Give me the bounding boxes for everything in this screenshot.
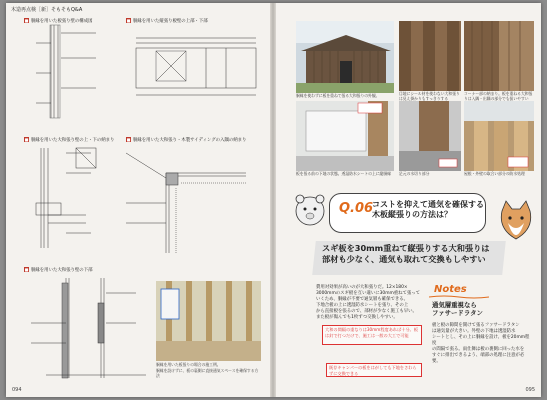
notes-heading-line-2: ファサードラタン (432, 309, 483, 317)
book-spread (6, 3, 541, 397)
notes-label: Notes (434, 284, 467, 295)
section-4-marker: ■ (126, 137, 131, 142)
notes-line: は通気量が大きい。外壁の下地は透湿防水 (432, 329, 516, 334)
body-text (316, 285, 426, 321)
footing-photo (399, 101, 461, 171)
annotation-box-1: 大和の間隔の重なりは30mm程度あれば十分。板は釘で打つだけで、施工は一般の大工で可能 (322, 325, 422, 345)
board-closeup-photo (399, 21, 461, 91)
annotation-box-2: 既存キャンパーの板をはがしても下地をさわらずに交換できる (326, 363, 422, 377)
body-line: 3000mmのスギ板を互い違いに30mm重ねて張って (316, 291, 421, 296)
answer-text (322, 243, 489, 265)
junction-photo (464, 101, 534, 171)
section-5-marker: ■ (24, 267, 29, 272)
notes-line: シートとし、その上に胴縁を設け、板を20mm程度 (432, 335, 530, 346)
section-1-marker: ■ (24, 18, 29, 23)
notes-body (432, 323, 532, 365)
junction-photo-caption: 屋根・外壁の取合い部分の防水処理 (464, 171, 525, 176)
siding-construction-photo (156, 281, 261, 361)
notes-line: 板と板の隙間を開けて張るファサードラタン (432, 323, 520, 328)
section-5-title: 胴縁を用いた大和張り壁の下部 (31, 268, 93, 273)
running-header: 木造再点検［新］そもそもQ&A (11, 7, 83, 13)
question-line-1: コストを抑えて通気を確保する (372, 200, 484, 209)
notes-underline (429, 295, 489, 299)
section-3-heading (24, 137, 114, 143)
footing-photo-caption: 足元の水切り部分 (399, 171, 430, 176)
house-exterior-photo (296, 21, 394, 93)
right-page (274, 3, 541, 397)
section-2-title: 胴縁を用いた縦張り板壁の上部・下部 (133, 19, 208, 24)
photo-caption-left-2: 胴縁を設けずに、板の裏側に直接通気スペースを確保する方法 (156, 368, 259, 378)
body-line: 下地合板の上に透湿防水シートを張り、その上 (316, 303, 409, 308)
bear-mascot-icon (292, 191, 328, 231)
section-4-title: 胴縁を用いた大和張り・木製サイディングの入隅の納まり (133, 138, 247, 143)
shiba-mascot-icon (496, 199, 536, 243)
body-line: 費用対効果が高いのが大和張りだ。12×180× (316, 285, 408, 290)
section-3-marker: ■ (24, 137, 29, 142)
section-5-heading (24, 267, 92, 273)
answer-line-2: 部材も少なく、通気も取れて交換もしやすい (322, 254, 486, 264)
corner-detail-photo (464, 21, 534, 91)
photo-caption-left: 胴縁を用いた板張りの場合の施工例。 (156, 362, 221, 367)
page-number-left: 094 (12, 387, 22, 393)
board-photo-caption: 目地にシール材を使わない大和張りは見え掛かりもすっきりする (399, 91, 460, 101)
notes-line: の間隔で張る。雨仕舞は板の裏側に回った水を (432, 347, 525, 352)
notes-heading (432, 301, 483, 317)
section-1-title: 胴縁を用いた板張り壁の構成図 (31, 19, 93, 24)
substrate-photo (296, 101, 394, 171)
section-2-marker: ■ (126, 18, 131, 23)
question-text (372, 200, 484, 220)
substrate-photo-caption: 板を張る前の下地の状態。透湿防水シートの上に縦胴縁 (296, 171, 391, 176)
question-line-2: 木板縦張りの方法は？ (372, 210, 452, 219)
left-page (6, 3, 272, 397)
body-line: また板が傷んでも1枚ずつ交換しやすい。 (316, 315, 398, 320)
page-number-right: 095 (525, 387, 535, 393)
section-3-title: 胴縁を用いた大和張り壁の上・下の納まり (31, 138, 115, 143)
body-line: いくため、胴縁が不要で通気層も確保できる。 (316, 297, 409, 302)
house-photo-caption: 胴縁を使わずに板を重ねて張る大和張りの外観。 (296, 93, 380, 98)
answer-line-1: スギ板を30mm重ねて縦張りする大和張りは (322, 243, 490, 253)
section-4-heading (126, 137, 246, 143)
corner-photo-caption: コーナー部の納まり。板を重ねる大和張りは入隅・出隅の部分でも扱いやすい (464, 91, 533, 101)
body-line: から直接板を張るので、部材が少なく施工も早い。 (316, 309, 417, 314)
notes-line: すぐに排出できるよう、端部の処理に注意が必要。 (432, 353, 525, 364)
question-number: Q.06 (339, 201, 374, 216)
notes-heading-line-1: 通気層重視なら (432, 301, 477, 309)
